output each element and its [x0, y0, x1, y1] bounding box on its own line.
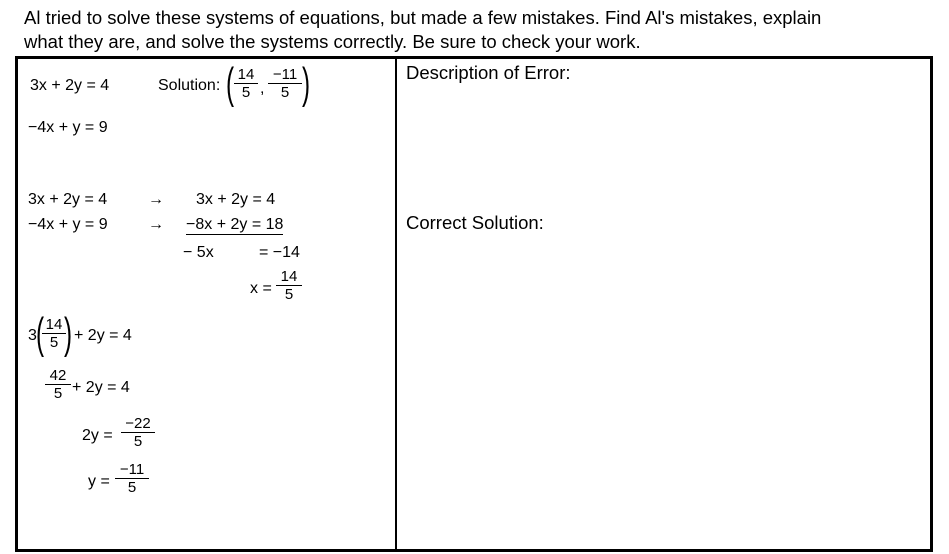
step-left-equation-1: 3x + 2y = 4 [28, 191, 108, 208]
column-divider [395, 56, 397, 552]
solution-comma: , [260, 80, 265, 97]
solution-label: Solution: [158, 77, 221, 94]
y-fraction: $\frac{-11}{5}$ [115, 461, 149, 496]
correct-solution-label: Correct Solution: [406, 212, 544, 233]
x-equals: x = [250, 280, 272, 297]
x-fraction: $\frac{14}{5}$ [276, 268, 302, 303]
substitution-close-paren: ) [64, 309, 73, 358]
sum-left: − 5x [183, 244, 214, 261]
system-equation-1: 3x + 2y = 4 [30, 77, 110, 94]
substitution-coefficient: 3 [28, 327, 37, 344]
step-right-equation-2: −8x + 2y = 18 [186, 216, 284, 233]
fraction-42-5-rest: + 2y = 4 [72, 379, 130, 396]
substitution-fraction: $\frac{14}{5}$ [42, 316, 66, 351]
solution-open-paren: ( [226, 59, 235, 108]
y-equals: y = [88, 473, 110, 490]
two-y-fraction: $\frac{-22}{5}$ [121, 415, 155, 450]
solution-close-paren: ) [302, 59, 311, 108]
worksheet-box [15, 56, 933, 552]
fraction-42-5: $\frac{42}{5}$ [45, 367, 71, 402]
arrow-2: → [148, 216, 164, 233]
substitution-open-paren: ( [36, 309, 45, 358]
arrow-1: → [148, 191, 164, 208]
step-right-equation-1: 3x + 2y = 4 [196, 191, 276, 208]
sum-right: = −14 [259, 244, 300, 261]
two-y-equals: 2y = [82, 427, 113, 444]
instructions [24, 6, 924, 54]
instructions-line-2: what they are, and solve the systems correctly. Be sure to check your work. [24, 31, 641, 52]
solution-x-fraction: $\frac{14}{5}$ [234, 66, 258, 101]
substitution-rest: + 2y = 4 [74, 327, 132, 344]
step-left-equation-2: −4x + y = 9 [28, 216, 108, 233]
instructions-line-1: Al tried to solve these systems of equations, but made a few mistakes. Find Al's mistakes, explain [24, 7, 822, 28]
system-equation-2: −4x + y = 9 [28, 119, 108, 136]
description-of-error-label: Description of Error: [406, 62, 571, 83]
solution-y-fraction: $\frac{-11}{5}$ [268, 66, 302, 101]
